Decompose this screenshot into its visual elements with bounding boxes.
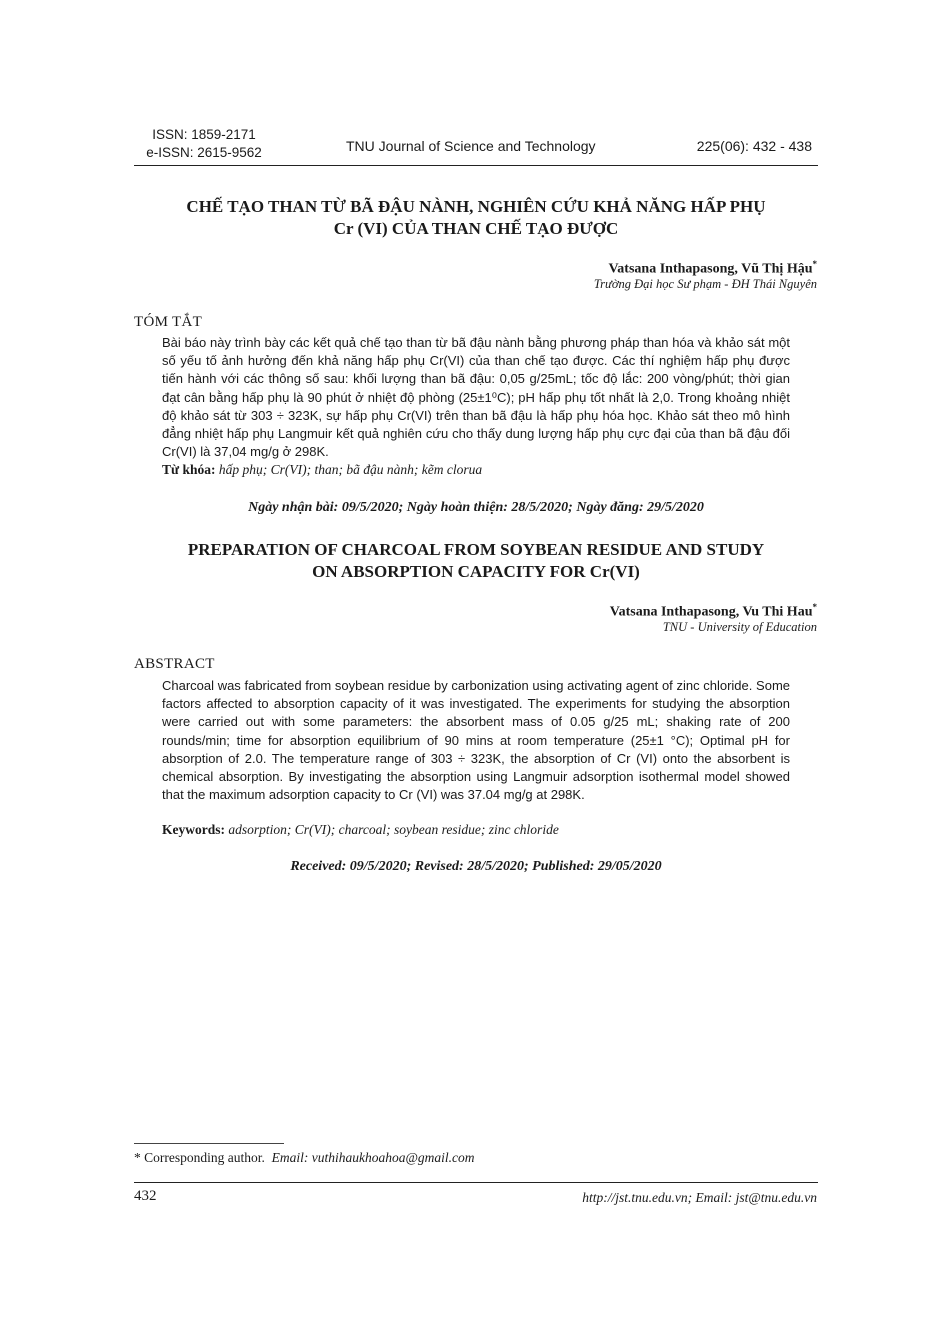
en-keywords — [162, 822, 802, 838]
vi-title-line-2: Cr (VI) CỦA THAN CHẾ TẠO ĐƯỢC — [333, 219, 619, 238]
vi-affiliation: Trường Đại học Sư phạm - ĐH Thái Nguyên — [593, 277, 817, 291]
page-number: 432 — [134, 1188, 157, 1204]
vi-abstract: Bài báo này trình bày các kết quả chế tạo than từ bã đậu nành bằng phương pháp than hóa và khảo sát một số yếu tố ảnh hưởng đến khả năng hấp phụ Cr(VI) của than chế tạo được. Các thí nghiệm hấp phụ được tiến hành với các thông số sau: khối lượng than bã đậu: 0,05 g/25mL; tốc độ lắc: 200 vòng/phút; thời gian đạt cân bằng hấp phụ là 90 phút ở nhiệt độ phòng (25±1⁰C); pH hấp phụ tốt nhất là 2,0. Trong khoảng nhiệt độ khảo sát từ 303 ÷ 323K, sự hấp phụ Cr(VI) trên than bã đậu là hấp phụ hóa học. Khảo sát theo mô hình đẳng nhiệt hấp phụ Langmuir kết quả nghiên cứu cho thấy dung lượng hấp phụ cực đại của than bã đậu đối Cr(VI) là 37,04 mg/g ở 298K. — [162, 335, 790, 460]
en-abstract: Charcoal was fabricated from soybean residue by carbonization using activating agent of zinc chloride. Some factors affected to absorption capacity of it was investigated. The experiments for studying the absorption were carried out with some parameters: the absorbent mass of 0.05 g/25 mL; shaking rate of 200 rounds/min; time for absorption equilibrium of 90 mins at room temperature (25±1 °C); Optimal pH for absorption of 2.0. The temperature range of 303 ÷ 323K, the absorption of Cr (VI) onto the absorbent is chemical absorption. By investigating the absorption using Langmuir adsorption isothermal model showed that the maximum adsorption capacity to Cr (VI) was 37.04 mg/g at 298K. — [162, 678, 790, 803]
vi-author-mark: * — [812, 259, 817, 269]
en-title-line-2: ON ABSORPTION CAPACITY FOR Cr(VI) — [312, 562, 640, 581]
en-author-names: Vatsana Inthapasong, Vu Thi Hau — [609, 604, 813, 620]
vi-title-line-1: CHẾ TẠO THAN TỪ BÃ ĐẬU NÀNH, NGHIÊN CỨU KHẢ NĂNG HẤP PHỤ — [186, 197, 766, 216]
en-authors — [610, 602, 817, 621]
journal-name: TNU Journal of Science and Technology — [346, 138, 596, 154]
vi-dates: Ngày nhận bài: 09/5/2020; Ngày hoàn thiện: 28/5/2020; Ngày đăng: 29/5/2020 — [248, 500, 704, 515]
footnote-divider — [134, 1143, 284, 1144]
vi-title — [134, 196, 818, 240]
en-affiliation: TNU - University of Education — [662, 620, 817, 634]
vi-section-heading: TÓM TẮT — [134, 314, 203, 330]
en-author-mark: * — [812, 602, 817, 612]
footer-links: http://jst.tnu.edu.vn; Email: jst@tnu.edu.vn — [582, 1190, 817, 1205]
issn: ISSN: 1859-2171 — [152, 127, 256, 142]
en-title — [134, 539, 818, 583]
issn-block — [134, 126, 274, 162]
en-dates: Received: 09/5/2020; Revised: 28/5/2020; Published: 29/05/2020 — [290, 859, 662, 874]
en-title-line-1: PREPARATION OF CHARCOAL FROM SOYBEAN RESIDUE AND STUDY — [187, 540, 765, 559]
vi-authors — [608, 259, 817, 278]
footer-divider — [134, 1182, 818, 1183]
vi-keywords-label: Từ khóa: — [162, 462, 216, 477]
vi-keywords — [162, 462, 802, 478]
vi-keywords-text: hấp phụ; Cr(VI); than; bã đậu nành; kẽm clorua — [218, 462, 483, 477]
vi-author-names: Vatsana Inthapasong, Vũ Thị Hậu — [608, 261, 813, 277]
footnote-label: * Corresponding author. — [134, 1150, 265, 1165]
en-keywords-text: adsorption; Cr(VI); charcoal; soybean residue; zinc chloride — [228, 822, 559, 837]
footnote-email: Email: vuthihaukhoahoa@gmail.com — [271, 1150, 475, 1165]
eissn: e-ISSN: 2615-9562 — [146, 145, 262, 160]
page-header — [134, 126, 816, 166]
footnote — [134, 1150, 475, 1166]
header-divider — [134, 165, 818, 166]
volume-pages: 225(06): 432 - 438 — [696, 138, 812, 154]
en-keywords-label: Keywords: — [162, 822, 225, 837]
en-section-heading: ABSTRACT — [134, 656, 215, 672]
